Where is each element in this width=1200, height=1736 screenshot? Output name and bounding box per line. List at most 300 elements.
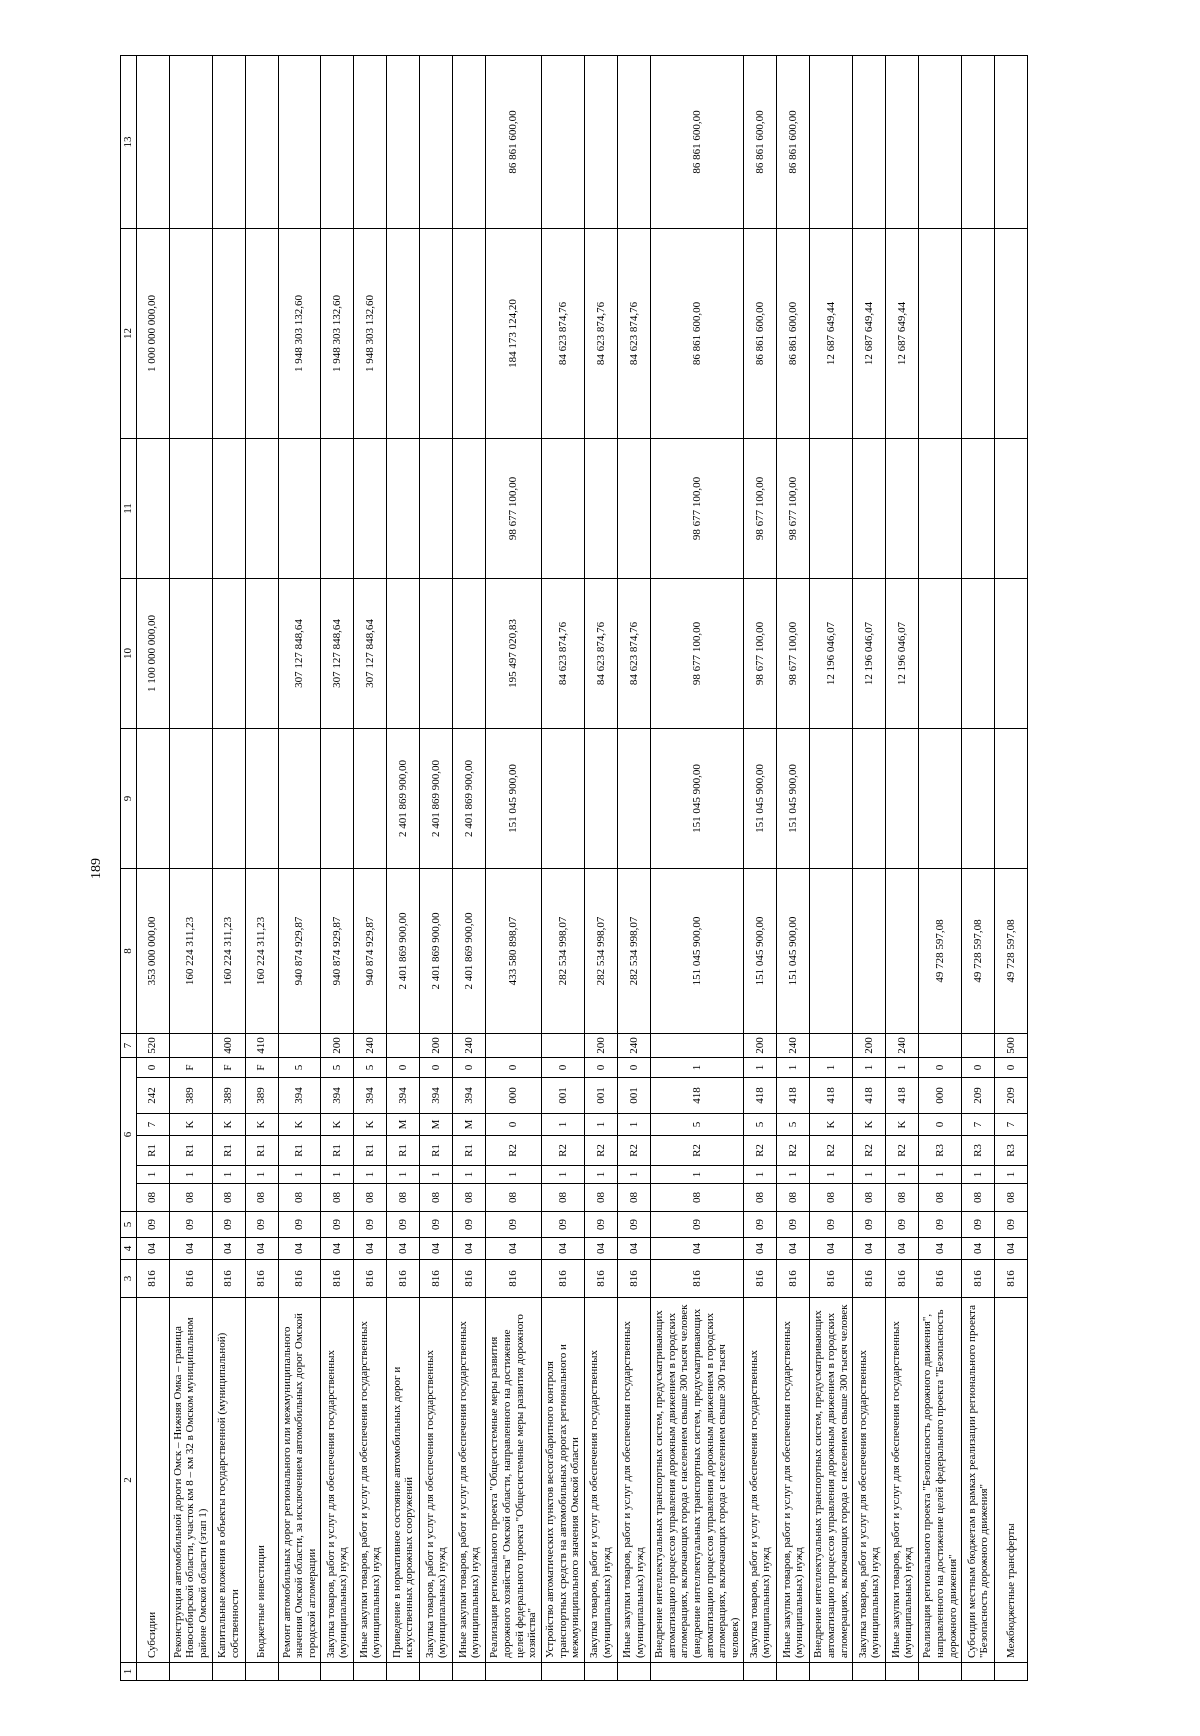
target-article-part: M	[453, 1114, 486, 1136]
expense-type-code: 240	[886, 1034, 919, 1058]
target-article-part: 08	[584, 1184, 617, 1212]
target-article-part: 418	[650, 1078, 743, 1114]
expense-type-code	[278, 1034, 321, 1058]
row-name: Внедрение интеллектуальных транспортных систем, предусматривающих автоматизацию процессов управления дорожным движением в городских агломерациях, включающих города с населением свыше 300 тысяч человек	[810, 1298, 853, 1663]
amount-col-10	[212, 579, 245, 729]
amount-col-11	[853, 439, 886, 579]
target-article-part: 1	[962, 1166, 995, 1184]
target-article-part: 1	[886, 1166, 919, 1184]
row-name: Межбюджетные трансферты	[995, 1298, 1028, 1663]
target-article-part: R2	[777, 1136, 810, 1166]
column-header: 9	[121, 729, 137, 869]
subsection-code: 09	[650, 1212, 743, 1238]
amount-col-10: 98 677 100,00	[777, 579, 810, 729]
expense-type-code: 200	[744, 1034, 777, 1058]
amount-col-11	[245, 439, 278, 579]
target-article-part: R3	[919, 1136, 962, 1166]
row-name: Ремонт автомобильных дорог регионального или межмуниципального значения Омской области, за исключением автомобильных дорог Омской городской агломерации	[278, 1298, 321, 1663]
amount-col-13	[995, 56, 1028, 229]
amount-col-10: 12 196 046,07	[886, 579, 919, 729]
target-article-part: 08	[486, 1184, 542, 1212]
section-code: 04	[321, 1238, 354, 1260]
page-number: 189	[89, 858, 104, 879]
row-index-cell	[886, 1663, 919, 1681]
section-code: 04	[777, 1238, 810, 1260]
section-code: 04	[486, 1238, 542, 1260]
target-article-part: 0	[387, 1058, 420, 1078]
subsection-code: 09	[584, 1212, 617, 1238]
amount-col-9	[810, 729, 853, 869]
amount-col-9	[212, 729, 245, 869]
rotated-page	[84, 56, 1094, 1681]
amount-col-10: 307 127 848,64	[354, 579, 387, 729]
target-article-part: R2	[886, 1136, 919, 1166]
target-article-part: 0	[919, 1114, 962, 1136]
target-article-part: 1	[245, 1166, 278, 1184]
amount-col-12: 86 861 600,00	[650, 229, 743, 439]
target-article-part: 0	[420, 1058, 453, 1078]
row-name: Внедрение интеллектуальных транспортных систем, предусматривающих автоматизацию процессов управления дорожным движением в городских агломерациях, включающих города с населением свыше 300 тысяч человек (внедрение интеллектуальных транспортных систем, предусматривающих автоматизацию процессов управления дорожным движением в городских агломерациях, включающих города с населением свыше 300 тысяч человек)	[650, 1298, 743, 1663]
target-article-part: R2	[744, 1136, 777, 1166]
row-name: Субсидии	[136, 1298, 169, 1663]
amount-col-8: 151 045 900,00	[777, 869, 810, 1034]
target-article-part: 08	[777, 1184, 810, 1212]
target-article-part: 394	[453, 1078, 486, 1114]
amount-col-9	[617, 729, 650, 869]
amount-col-9	[169, 729, 212, 869]
amount-col-13	[212, 56, 245, 229]
target-article-part: 209	[995, 1078, 1028, 1114]
target-article-part: 1	[321, 1166, 354, 1184]
amount-col-8: 151 045 900,00	[650, 869, 743, 1034]
amount-col-9: 151 045 900,00	[744, 729, 777, 869]
target-article-part: 08	[212, 1184, 245, 1212]
amount-col-11	[321, 439, 354, 579]
amount-col-9	[962, 729, 995, 869]
expense-type-code: 500	[995, 1034, 1028, 1058]
subsection-code: 09	[777, 1212, 810, 1238]
target-article-part: M	[387, 1114, 420, 1136]
row-name: Иные закупки товаров, работ и услуг для обеспечения государственных (муниципальных) нужд	[777, 1298, 810, 1663]
target-article-part: 242	[136, 1078, 169, 1114]
amount-col-11: 98 677 100,00	[744, 439, 777, 579]
target-article-part: 08	[136, 1184, 169, 1212]
subsection-code: 09	[886, 1212, 919, 1238]
amount-col-13	[919, 56, 962, 229]
amount-col-12: 1 948 303 132,60	[278, 229, 321, 439]
target-article-part: 08	[278, 1184, 321, 1212]
target-article-part: K	[810, 1114, 853, 1136]
row-index-cell	[354, 1663, 387, 1681]
amount-col-9	[245, 729, 278, 869]
expense-type-code: 520	[136, 1034, 169, 1058]
target-article-part: R1	[245, 1136, 278, 1166]
section-code: 04	[387, 1238, 420, 1260]
ministry-code: 816	[886, 1260, 919, 1298]
section-code: 04	[245, 1238, 278, 1260]
subsection-code: 09	[995, 1212, 1028, 1238]
target-article-part: 08	[886, 1184, 919, 1212]
expense-type-code	[387, 1034, 420, 1058]
row-name: Субсидии местным бюджетам в рамках реализации регионального проекта "Безопасность дорожного движения"	[962, 1298, 995, 1663]
amount-col-8: 282 534 998,07	[617, 869, 650, 1034]
row-index-cell	[542, 1663, 585, 1681]
target-article-part: 389	[245, 1078, 278, 1114]
target-article-part: R3	[962, 1136, 995, 1166]
table-row	[962, 56, 995, 1681]
target-article-part: 1	[542, 1166, 585, 1184]
ministry-code: 816	[245, 1260, 278, 1298]
target-article-part: 08	[354, 1184, 387, 1212]
row-index-cell	[321, 1663, 354, 1681]
target-article-part: 1	[542, 1114, 585, 1136]
amount-col-10	[962, 579, 995, 729]
target-article-part: 0	[962, 1058, 995, 1078]
amount-col-13	[962, 56, 995, 229]
amount-col-10	[169, 579, 212, 729]
amount-col-9	[321, 729, 354, 869]
row-name: Иные закупки товаров, работ и услуг для обеспечения государственных (муниципальных) нужд	[617, 1298, 650, 1663]
ministry-code: 816	[387, 1260, 420, 1298]
amount-col-9	[584, 729, 617, 869]
target-article-part: K	[278, 1114, 321, 1136]
row-index-cell	[853, 1663, 886, 1681]
amount-col-13	[136, 56, 169, 229]
row-index-cell	[387, 1663, 420, 1681]
target-article-part: 1	[744, 1166, 777, 1184]
expense-type-code: 400	[212, 1034, 245, 1058]
subsection-code: 09	[278, 1212, 321, 1238]
row-index-cell	[169, 1663, 212, 1681]
target-article-part: 1	[584, 1114, 617, 1136]
amount-col-11: 98 677 100,00	[777, 439, 810, 579]
amount-col-11: 98 677 100,00	[650, 439, 743, 579]
table-row	[453, 56, 486, 1681]
target-article-part: 1	[777, 1166, 810, 1184]
amount-col-9	[995, 729, 1028, 869]
target-article-part: R1	[212, 1136, 245, 1166]
amount-col-8: 49 728 597,08	[995, 869, 1028, 1034]
amount-col-11	[810, 439, 853, 579]
target-article-part: R1	[278, 1136, 321, 1166]
amount-col-10: 307 127 848,64	[321, 579, 354, 729]
amount-col-8: 49 728 597,08	[962, 869, 995, 1034]
section-code: 04	[584, 1238, 617, 1260]
target-article-part: 1	[169, 1166, 212, 1184]
table-row	[542, 56, 585, 1681]
amount-col-8: 282 534 998,07	[542, 869, 585, 1034]
amount-col-9	[919, 729, 962, 869]
target-article-part: R2	[617, 1136, 650, 1166]
amount-col-13	[886, 56, 919, 229]
amount-col-9: 151 045 900,00	[650, 729, 743, 869]
row-name: Реализация регионального проекта "Безопасность дорожного движения", направленного на достижение целей федерального проекта "Безопасность дорожного движения"	[919, 1298, 962, 1663]
amount-col-9	[542, 729, 585, 869]
target-article-part: 394	[387, 1078, 420, 1114]
target-article-part: 08	[453, 1184, 486, 1212]
section-code: 04	[650, 1238, 743, 1260]
table-row	[136, 56, 169, 1681]
row-name: Реализация регионального проекта "Общесистемные меры развития дорожного хозяйства" Омской области, направленного на достижение целей федерального проекта "Общесистемные меры развития дорожного хозяйства"	[486, 1298, 542, 1663]
ministry-code: 816	[584, 1260, 617, 1298]
target-article-part: K	[886, 1114, 919, 1136]
amount-col-11	[354, 439, 387, 579]
amount-col-9	[886, 729, 919, 869]
target-article-part: 1	[617, 1114, 650, 1136]
amount-col-10	[453, 579, 486, 729]
amount-col-13: 86 861 600,00	[744, 56, 777, 229]
ministry-code: 816	[486, 1260, 542, 1298]
subsection-code: 09	[245, 1212, 278, 1238]
row-index-cell	[919, 1663, 962, 1681]
amount-col-11	[886, 439, 919, 579]
ministry-code: 816	[136, 1260, 169, 1298]
target-article-part: 389	[169, 1078, 212, 1114]
row-index-cell	[136, 1663, 169, 1681]
column-header: 13	[121, 56, 137, 229]
target-article-part: K	[169, 1114, 212, 1136]
target-article-part: 08	[420, 1184, 453, 1212]
row-index-cell	[617, 1663, 650, 1681]
target-article-part: F	[245, 1058, 278, 1078]
subsection-code: 09	[387, 1212, 420, 1238]
amount-col-13: 86 861 600,00	[777, 56, 810, 229]
amount-col-12	[420, 229, 453, 439]
amount-col-12: 184 173 124,20	[486, 229, 542, 439]
amount-col-13	[245, 56, 278, 229]
amount-col-8: 282 534 998,07	[584, 869, 617, 1034]
target-article-part: 08	[650, 1184, 743, 1212]
section-code: 04	[995, 1238, 1028, 1260]
target-article-part: 08	[744, 1184, 777, 1212]
amount-col-11	[278, 439, 321, 579]
amount-col-8: 160 224 311,23	[212, 869, 245, 1034]
target-article-part: 1	[387, 1166, 420, 1184]
expense-type-code: 410	[245, 1034, 278, 1058]
row-name: Закупка товаров, работ и услуг для обеспечения государственных (муниципальных) нужд	[420, 1298, 453, 1663]
target-article-part: 1	[810, 1058, 853, 1078]
target-article-part: K	[853, 1114, 886, 1136]
amount-col-9	[278, 729, 321, 869]
target-article-part: R1	[354, 1136, 387, 1166]
target-article-part: 08	[321, 1184, 354, 1212]
table-row	[886, 56, 919, 1681]
target-article-part: R2	[486, 1136, 542, 1166]
row-index-cell	[245, 1663, 278, 1681]
ministry-code: 816	[169, 1260, 212, 1298]
table-row	[387, 56, 420, 1681]
table-row	[278, 56, 321, 1681]
ministry-code: 816	[212, 1260, 245, 1298]
row-name: Закупка товаров, работ и услуг для обеспечения государственных (муниципальных) нужд	[744, 1298, 777, 1663]
amount-col-8: 353 000 000,00	[136, 869, 169, 1034]
target-article-part: F	[169, 1058, 212, 1078]
target-article-part: 5	[744, 1114, 777, 1136]
row-name: Приведение в нормативное состояние автомобильных дорог и искусственных дорожных сооружений	[387, 1298, 420, 1663]
amount-col-8	[886, 869, 919, 1034]
header-row	[121, 56, 137, 1681]
amount-col-8: 2 401 869 900,00	[387, 869, 420, 1034]
section-code: 04	[278, 1238, 321, 1260]
target-article-part: 000	[486, 1078, 542, 1114]
amount-col-8: 160 224 311,23	[245, 869, 278, 1034]
target-article-part: 1	[853, 1058, 886, 1078]
expense-type-code: 240	[453, 1034, 486, 1058]
amount-col-10	[995, 579, 1028, 729]
amount-col-12	[245, 229, 278, 439]
subsection-code: 09	[136, 1212, 169, 1238]
section-code: 04	[542, 1238, 585, 1260]
amount-col-12	[962, 229, 995, 439]
target-article-part: 08	[853, 1184, 886, 1212]
amount-col-9: 151 045 900,00	[777, 729, 810, 869]
subsection-code: 09	[617, 1212, 650, 1238]
table-row	[486, 56, 542, 1681]
amount-col-8: 940 874 929,87	[321, 869, 354, 1034]
amount-col-10: 84 623 874,76	[617, 579, 650, 729]
table-row	[744, 56, 777, 1681]
amount-col-11	[212, 439, 245, 579]
column-header: 2	[121, 1298, 137, 1663]
amount-col-9	[354, 729, 387, 869]
amount-col-13	[278, 56, 321, 229]
amount-col-13: 86 861 600,00	[650, 56, 743, 229]
target-article-part: 418	[810, 1078, 853, 1114]
amount-col-11	[995, 439, 1028, 579]
amount-col-10: 98 677 100,00	[650, 579, 743, 729]
target-article-part: 08	[169, 1184, 212, 1212]
target-article-part: 5	[321, 1058, 354, 1078]
amount-col-11	[387, 439, 420, 579]
table-row	[853, 56, 886, 1681]
target-article-part: 418	[777, 1078, 810, 1114]
amount-col-12: 86 861 600,00	[777, 229, 810, 439]
amount-col-13	[321, 56, 354, 229]
amount-col-8: 160 224 311,23	[169, 869, 212, 1034]
amount-col-12: 1 000 000 000,00	[136, 229, 169, 439]
target-article-part: 1	[650, 1058, 743, 1078]
target-article-part: M	[420, 1114, 453, 1136]
amount-col-9: 2 401 869 900,00	[453, 729, 486, 869]
amount-col-8: 49 728 597,08	[919, 869, 962, 1034]
expense-type-code	[486, 1034, 542, 1058]
column-header: 5	[121, 1212, 137, 1238]
amount-col-10	[245, 579, 278, 729]
amount-col-12	[453, 229, 486, 439]
target-article-part: R1	[453, 1136, 486, 1166]
target-article-part: R2	[810, 1136, 853, 1166]
target-article-part: 418	[886, 1078, 919, 1114]
target-article-part: R2	[650, 1136, 743, 1166]
table-row	[617, 56, 650, 1681]
amount-col-13: 86 861 600,00	[486, 56, 542, 229]
target-article-part: 0	[919, 1058, 962, 1078]
ministry-code: 816	[962, 1260, 995, 1298]
amount-col-12: 84 623 874,76	[617, 229, 650, 439]
target-article-part: K	[354, 1114, 387, 1136]
amount-col-12: 84 623 874,76	[542, 229, 585, 439]
target-article-part: 7	[962, 1114, 995, 1136]
target-article-part: R2	[542, 1136, 585, 1166]
target-article-part: 08	[995, 1184, 1028, 1212]
expense-type-code: 200	[853, 1034, 886, 1058]
section-code: 04	[886, 1238, 919, 1260]
amount-col-12	[919, 229, 962, 439]
target-article-part: R1	[136, 1136, 169, 1166]
expense-type-code: 240	[777, 1034, 810, 1058]
target-article-part: R1	[321, 1136, 354, 1166]
amount-col-8	[853, 869, 886, 1034]
row-index-cell	[995, 1663, 1028, 1681]
target-article-part: 209	[962, 1078, 995, 1114]
subsection-code: 09	[212, 1212, 245, 1238]
subsection-code: 09	[853, 1212, 886, 1238]
section-code: 04	[617, 1238, 650, 1260]
table-row	[354, 56, 387, 1681]
row-index-cell	[453, 1663, 486, 1681]
target-article-part: 418	[744, 1078, 777, 1114]
target-article-part: 1	[278, 1166, 321, 1184]
amount-col-9: 2 401 869 900,00	[420, 729, 453, 869]
section-code: 04	[853, 1238, 886, 1260]
target-article-part: K	[212, 1114, 245, 1136]
target-article-part: 394	[354, 1078, 387, 1114]
amount-col-13	[617, 56, 650, 229]
expense-type-code: 200	[584, 1034, 617, 1058]
ministry-code: 816	[919, 1260, 962, 1298]
amount-col-8: 2 401 869 900,00	[453, 869, 486, 1034]
amount-col-11	[136, 439, 169, 579]
section-code: 04	[169, 1238, 212, 1260]
row-name: Закупка товаров, работ и услуг для обеспечения государственных (муниципальных) нужд	[853, 1298, 886, 1663]
subsection-code: 09	[810, 1212, 853, 1238]
amount-col-8: 940 874 929,87	[354, 869, 387, 1034]
table-row	[584, 56, 617, 1681]
target-article-part: 000	[919, 1078, 962, 1114]
amount-col-13	[387, 56, 420, 229]
target-article-part: 08	[810, 1184, 853, 1212]
subsection-code: 09	[919, 1212, 962, 1238]
section-code: 04	[354, 1238, 387, 1260]
row-name: Бюджетные инвестиции	[245, 1298, 278, 1663]
target-article-part: 08	[542, 1184, 585, 1212]
target-article-part: R2	[853, 1136, 886, 1166]
expense-type-code: 200	[420, 1034, 453, 1058]
target-article-part: 0	[542, 1058, 585, 1078]
amount-col-11	[420, 439, 453, 579]
row-index-cell	[486, 1663, 542, 1681]
ministry-code: 816	[354, 1260, 387, 1298]
column-header: 12	[121, 229, 137, 439]
amount-col-12	[212, 229, 245, 439]
table-row	[245, 56, 278, 1681]
amount-col-12	[387, 229, 420, 439]
subsection-code: 09	[962, 1212, 995, 1238]
column-header: 7	[121, 1034, 137, 1058]
target-article-part: 394	[321, 1078, 354, 1114]
row-index-cell	[744, 1663, 777, 1681]
expense-type-code	[962, 1034, 995, 1058]
column-header: 1	[121, 1663, 137, 1681]
amount-col-10	[420, 579, 453, 729]
column-header: 6	[121, 1058, 137, 1212]
row-name: Иные закупки товаров, работ и услуг для обеспечения государственных (муниципальных) нужд	[453, 1298, 486, 1663]
amount-col-10: 195 497 020,83	[486, 579, 542, 729]
amount-col-12: 12 687 649,44	[886, 229, 919, 439]
target-article-part: 0	[486, 1058, 542, 1078]
target-article-part: 1	[919, 1166, 962, 1184]
amount-col-10: 307 127 848,64	[278, 579, 321, 729]
